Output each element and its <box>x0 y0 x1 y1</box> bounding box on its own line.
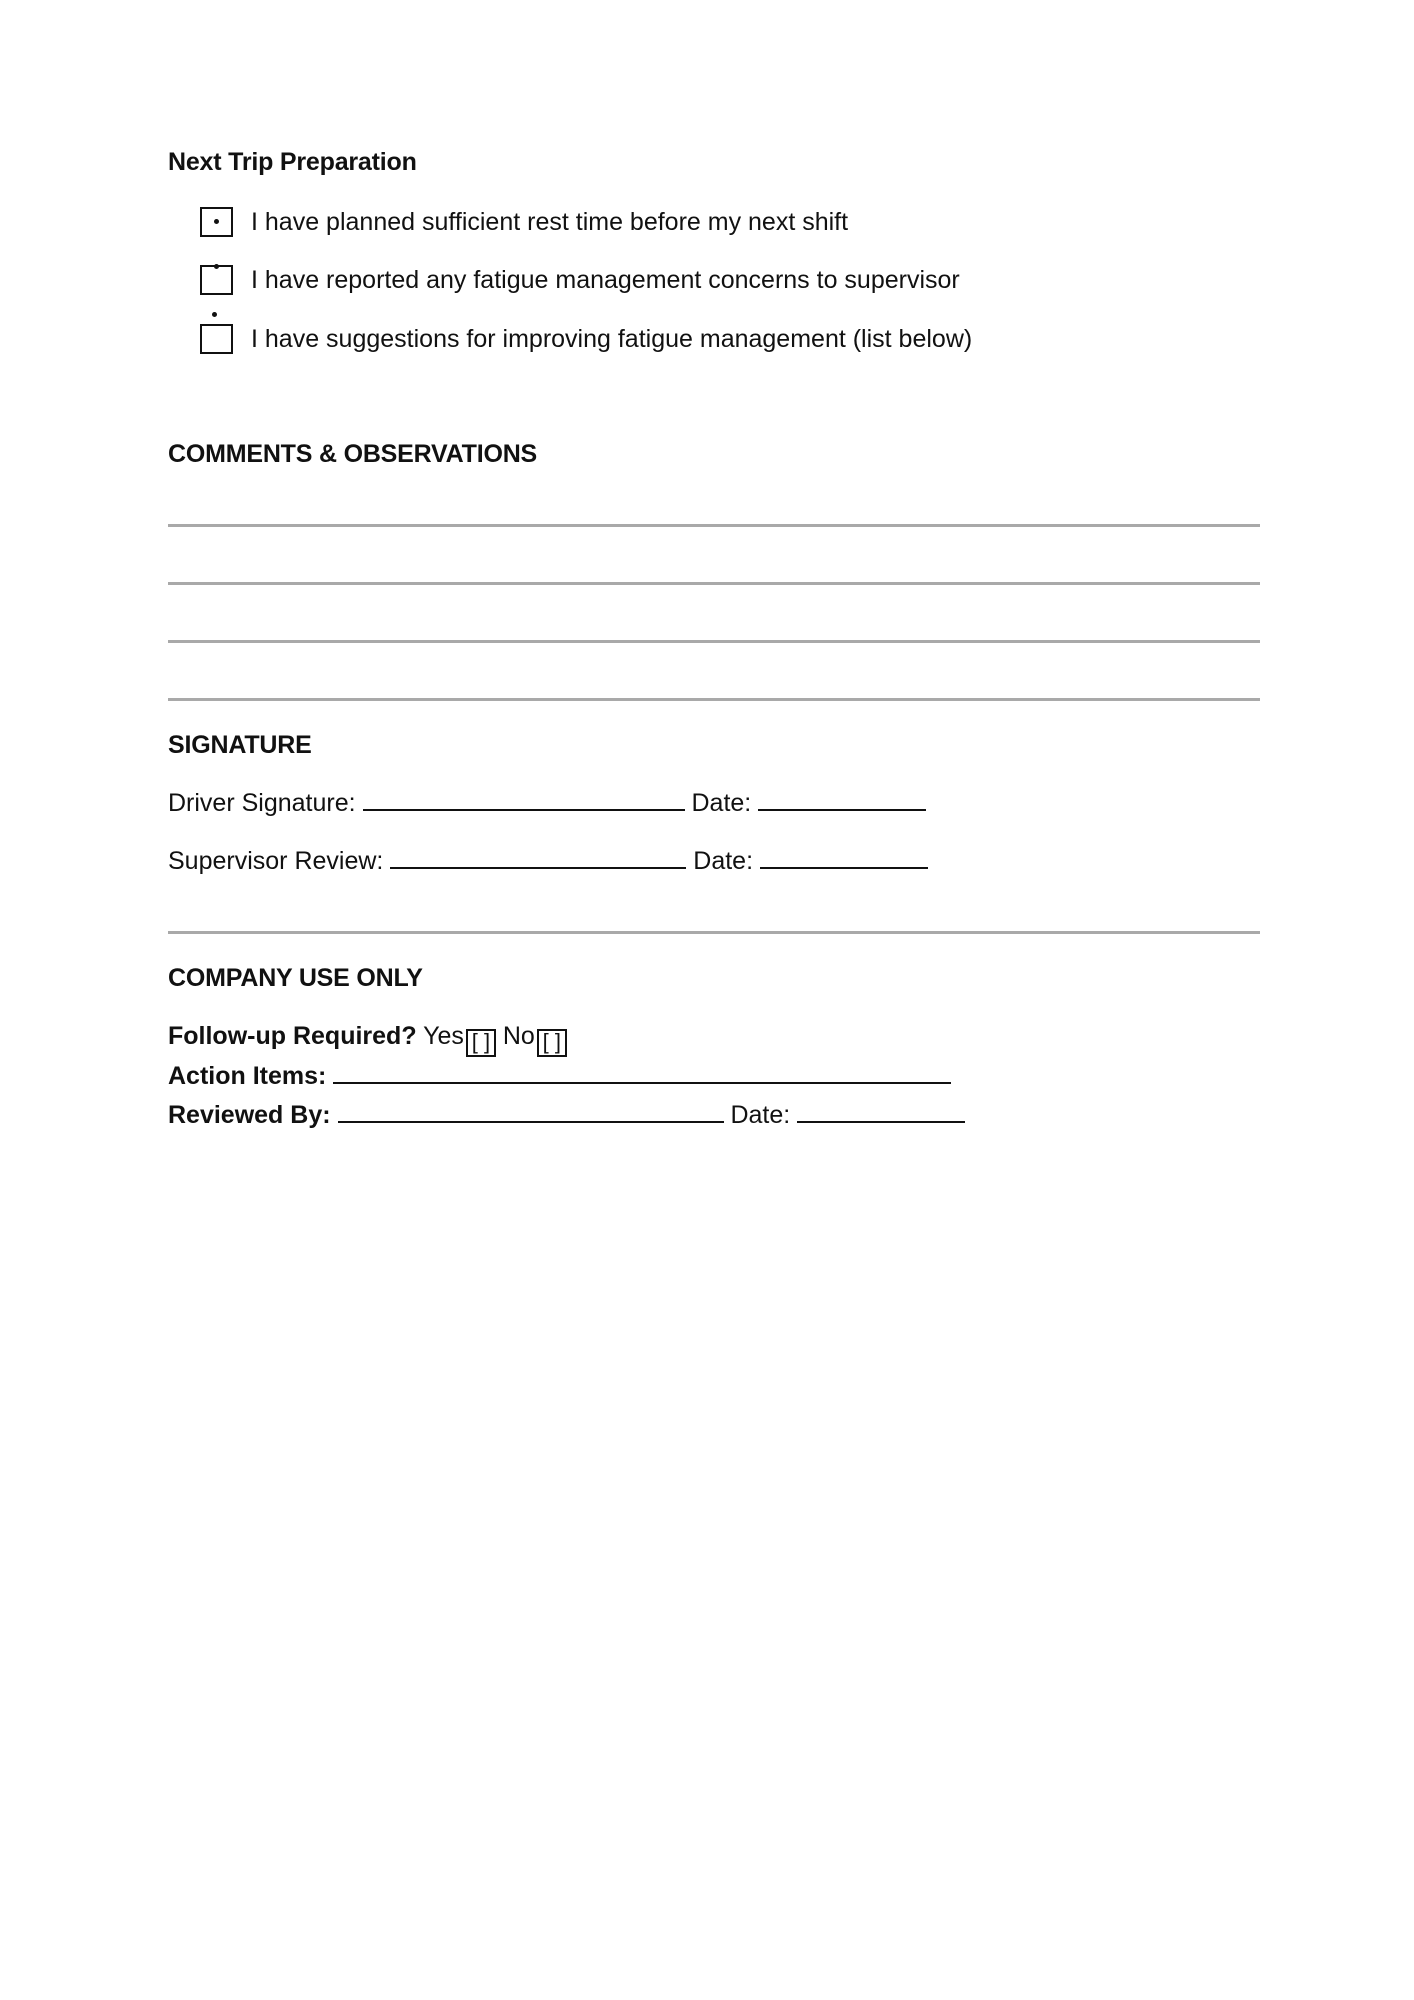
supervisor-date-field[interactable] <box>760 847 928 869</box>
supervisor-signature-field[interactable] <box>390 847 686 869</box>
checklist-item-label: I have suggestions for improving fatigue management (list below) <box>251 325 973 353</box>
checkbox[interactable] <box>200 265 233 295</box>
yes-label: Yes <box>423 1022 464 1050</box>
supervisor-review-label: Supervisor Review: <box>168 847 384 875</box>
checklist-item-reported[interactable] <box>200 261 960 299</box>
date-label: Date: <box>730 1101 791 1129</box>
checklist-item-label: I have planned sufficient rest time before my next shift <box>251 208 849 236</box>
checklist-item-suggestions[interactable] <box>200 320 972 358</box>
comments-heading: COMMENTS & OBSERVATIONS <box>168 440 538 468</box>
driver-signature-field[interactable] <box>363 789 685 811</box>
signature-heading: SIGNATURE <box>168 731 312 759</box>
action-items-field[interactable] <box>333 1062 951 1084</box>
reviewed-date-field[interactable] <box>797 1101 965 1123</box>
company-use-heading: COMPANY USE ONLY <box>168 964 423 992</box>
yes-checkbox[interactable]: [ ] <box>466 1029 496 1057</box>
followup-label: Follow-up Required? <box>168 1022 417 1050</box>
reviewed-by-field[interactable] <box>338 1101 724 1123</box>
next-trip-heading: Next Trip Preparation <box>168 148 417 176</box>
driver-date-field[interactable] <box>758 789 926 811</box>
driver-signature-row <box>168 789 926 818</box>
checkbox[interactable] <box>200 207 233 237</box>
reviewed-by-label: Reviewed By: <box>168 1101 331 1129</box>
no-label: No <box>502 1022 535 1050</box>
no-checkbox[interactable]: [ ] <box>537 1029 567 1057</box>
comment-line[interactable] <box>168 640 1260 643</box>
checklist-item-rest[interactable] <box>200 203 848 241</box>
supervisor-review-row <box>168 847 928 876</box>
driver-signature-label: Driver Signature: <box>168 789 356 817</box>
action-items-row <box>168 1062 951 1091</box>
comment-line[interactable] <box>168 582 1260 585</box>
date-label: Date: <box>691 789 752 817</box>
checkbox[interactable] <box>200 324 233 354</box>
reviewed-by-row <box>168 1101 965 1130</box>
date-label: Date: <box>693 847 754 875</box>
action-items-label: Action Items: <box>168 1062 327 1090</box>
checklist-item-label: I have reported any fatigue management concerns to supervisor <box>251 266 960 294</box>
followup-row <box>168 1022 567 1057</box>
divider <box>168 931 1260 934</box>
divider <box>168 698 1260 701</box>
comment-line[interactable] <box>168 524 1260 527</box>
